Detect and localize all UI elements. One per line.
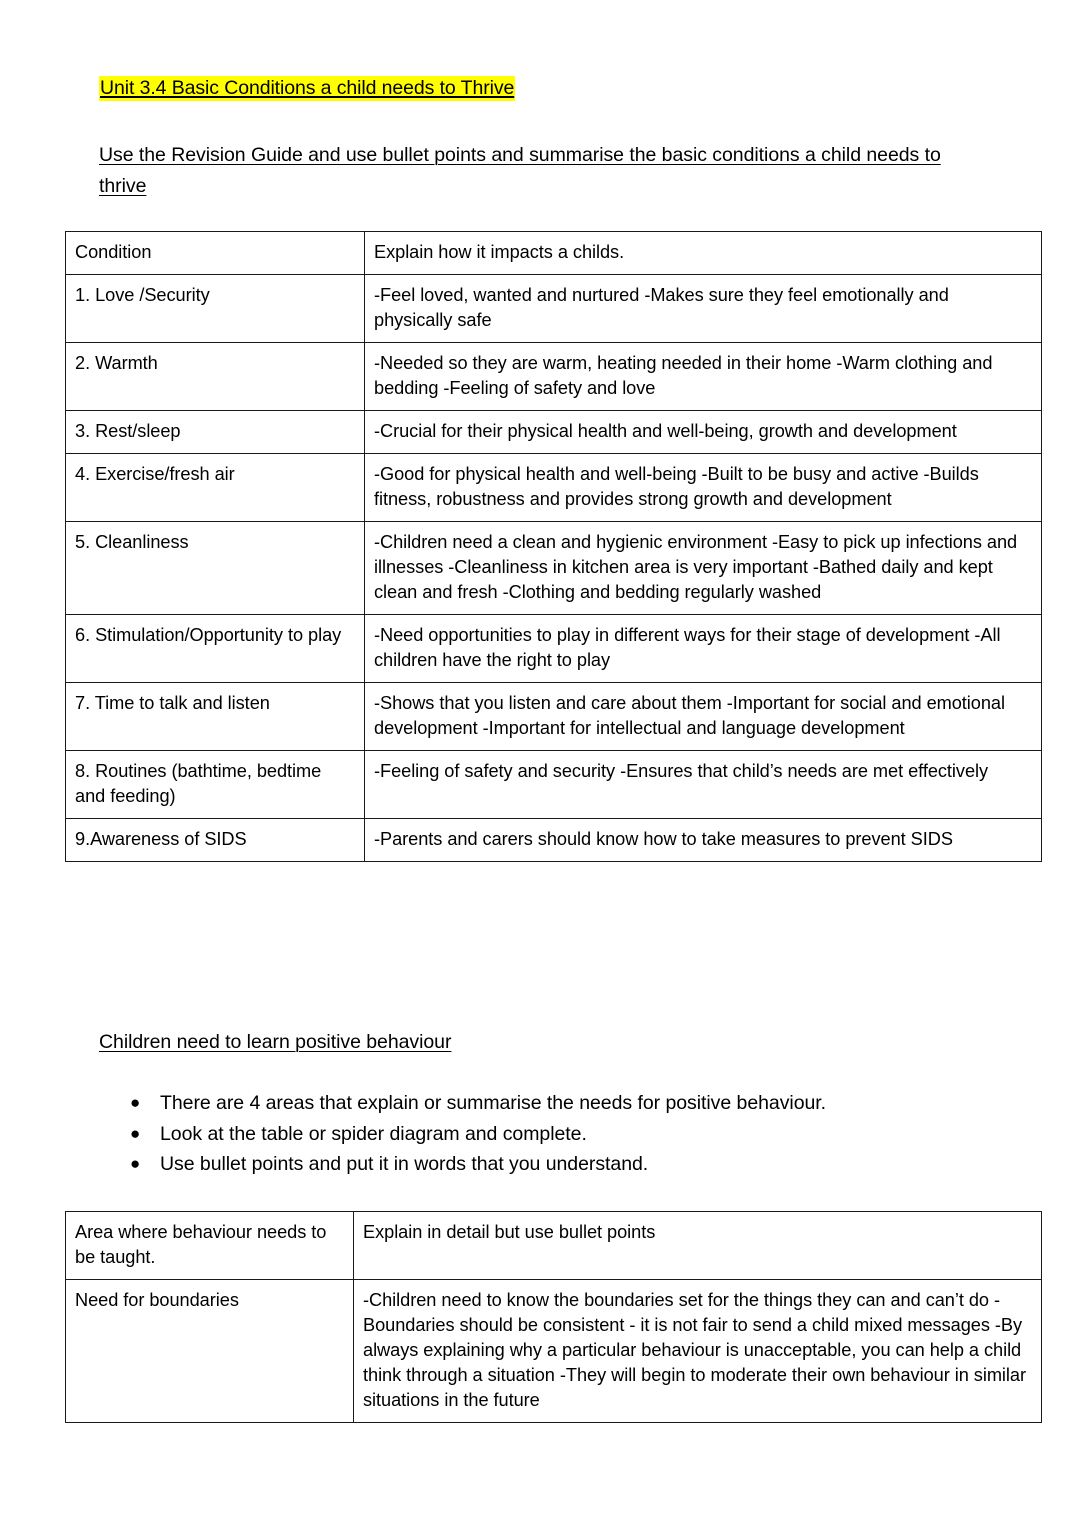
condition-name: 3. Rest/sleep	[66, 411, 365, 454]
condition-explain: -Need opportunities to play in different ways for their stage of development -All children have the right to play	[365, 615, 1042, 683]
condition-explain: -Shows that you listen and care about them -Important for social and emotional development -Important for intellectual and language development	[365, 683, 1042, 751]
list-item-label: Use bullet points and put it in words that you understand.	[160, 1153, 649, 1175]
condition-explain: -Crucial for their physical health and well-being, growth and development	[365, 411, 1042, 454]
bullet-icon: ●	[130, 1093, 141, 1112]
condition-name: 7. Time to talk and listen	[66, 683, 365, 751]
table-row	[66, 751, 1042, 819]
condition-explain: -Parents and carers should know how to take measures to prevent SIDS	[365, 819, 1042, 862]
list-item-label: There are 4 areas that explain or summarise the needs for positive behaviour.	[160, 1092, 827, 1114]
column-header-explain: Explain how it impacts a childs.	[365, 232, 1042, 275]
condition-name: 9.Awareness of SIDS	[66, 819, 365, 862]
table-row	[66, 343, 1042, 411]
bullet-icon: ●	[130, 1154, 141, 1173]
list-item	[130, 1088, 960, 1119]
instructions-list	[130, 1088, 960, 1180]
behaviour-explain: -Children need to know the boundaries set for the things they can and can’t do -Boundaries should be consistent - it is not fair to send a child mixed messages -By always explaining why a particular behaviour is unacceptable, you can help a child think through a situation -They will begin to moderate their own behaviour in similar situations in the future	[354, 1280, 1042, 1423]
condition-explain: -Feel loved, wanted and nurtured -Makes sure they feel emotionally and physically safe	[365, 275, 1042, 343]
condition-name: 6. Stimulation/Opportunity to play	[66, 615, 365, 683]
condition-name: 8. Routines (bathtime, bedtime and feeding)	[66, 751, 365, 819]
table-row	[66, 1280, 1042, 1423]
table-row	[66, 683, 1042, 751]
bullet-icon: ●	[130, 1123, 141, 1143]
list-item	[130, 1119, 960, 1150]
condition-name: 2. Warmth	[66, 343, 365, 411]
conditions-table	[65, 231, 1042, 862]
section-heading-text: Children need to learn positive behaviour	[99, 1031, 452, 1053]
column-header-area: Area where behaviour needs to be taught.	[66, 1212, 354, 1280]
condition-explain: -Feeling of safety and security -Ensures that child’s needs are met effectively	[365, 751, 1042, 819]
condition-explain: -Needed so they are warm, heating needed in their home -Warm clothing and bedding -Feeling of safety and love	[365, 343, 1042, 411]
table-row	[66, 819, 1042, 862]
column-header-explain: Explain in detail but use bullet points	[354, 1212, 1042, 1280]
condition-explain: -Children need a clean and hygienic environment -Easy to pick up infections and illnesses -Cleanliness in kitchen area is very important -Bathed daily and kept clean and fresh -Clothing and bedding regularly washed	[365, 522, 1042, 615]
condition-name: 5. Cleanliness	[66, 522, 365, 615]
list-item	[130, 1149, 960, 1180]
table-header-row	[66, 232, 1042, 275]
condition-name: 1. Love /Security	[66, 275, 365, 343]
behaviour-area: Need for boundaries	[66, 1280, 354, 1423]
instruction-paragraph	[99, 140, 979, 202]
page-title-highlight: Unit 3.4 Basic Conditions a child needs to Thrive	[100, 77, 515, 99]
table-row	[66, 454, 1042, 522]
page-title	[99, 74, 515, 102]
table-row	[66, 411, 1042, 454]
table-row	[66, 615, 1042, 683]
instruction-text: Use the Revision Guide and use bullet points and summarise the basic conditions a child needs to thrive	[99, 144, 941, 197]
condition-explain: -Good for physical health and well-being -Built to be busy and active -Builds fitness, robustness and provides strong growth and development	[365, 454, 1042, 522]
table-header-row	[66, 1212, 1042, 1280]
list-item-label: Look at the table or spider diagram and complete.	[160, 1122, 587, 1145]
section-heading	[99, 1028, 451, 1056]
condition-name: 4. Exercise/fresh air	[66, 454, 365, 522]
table-row	[66, 275, 1042, 343]
table-row	[66, 522, 1042, 615]
column-header-condition: Condition	[66, 232, 365, 275]
behaviour-table	[65, 1211, 1042, 1423]
